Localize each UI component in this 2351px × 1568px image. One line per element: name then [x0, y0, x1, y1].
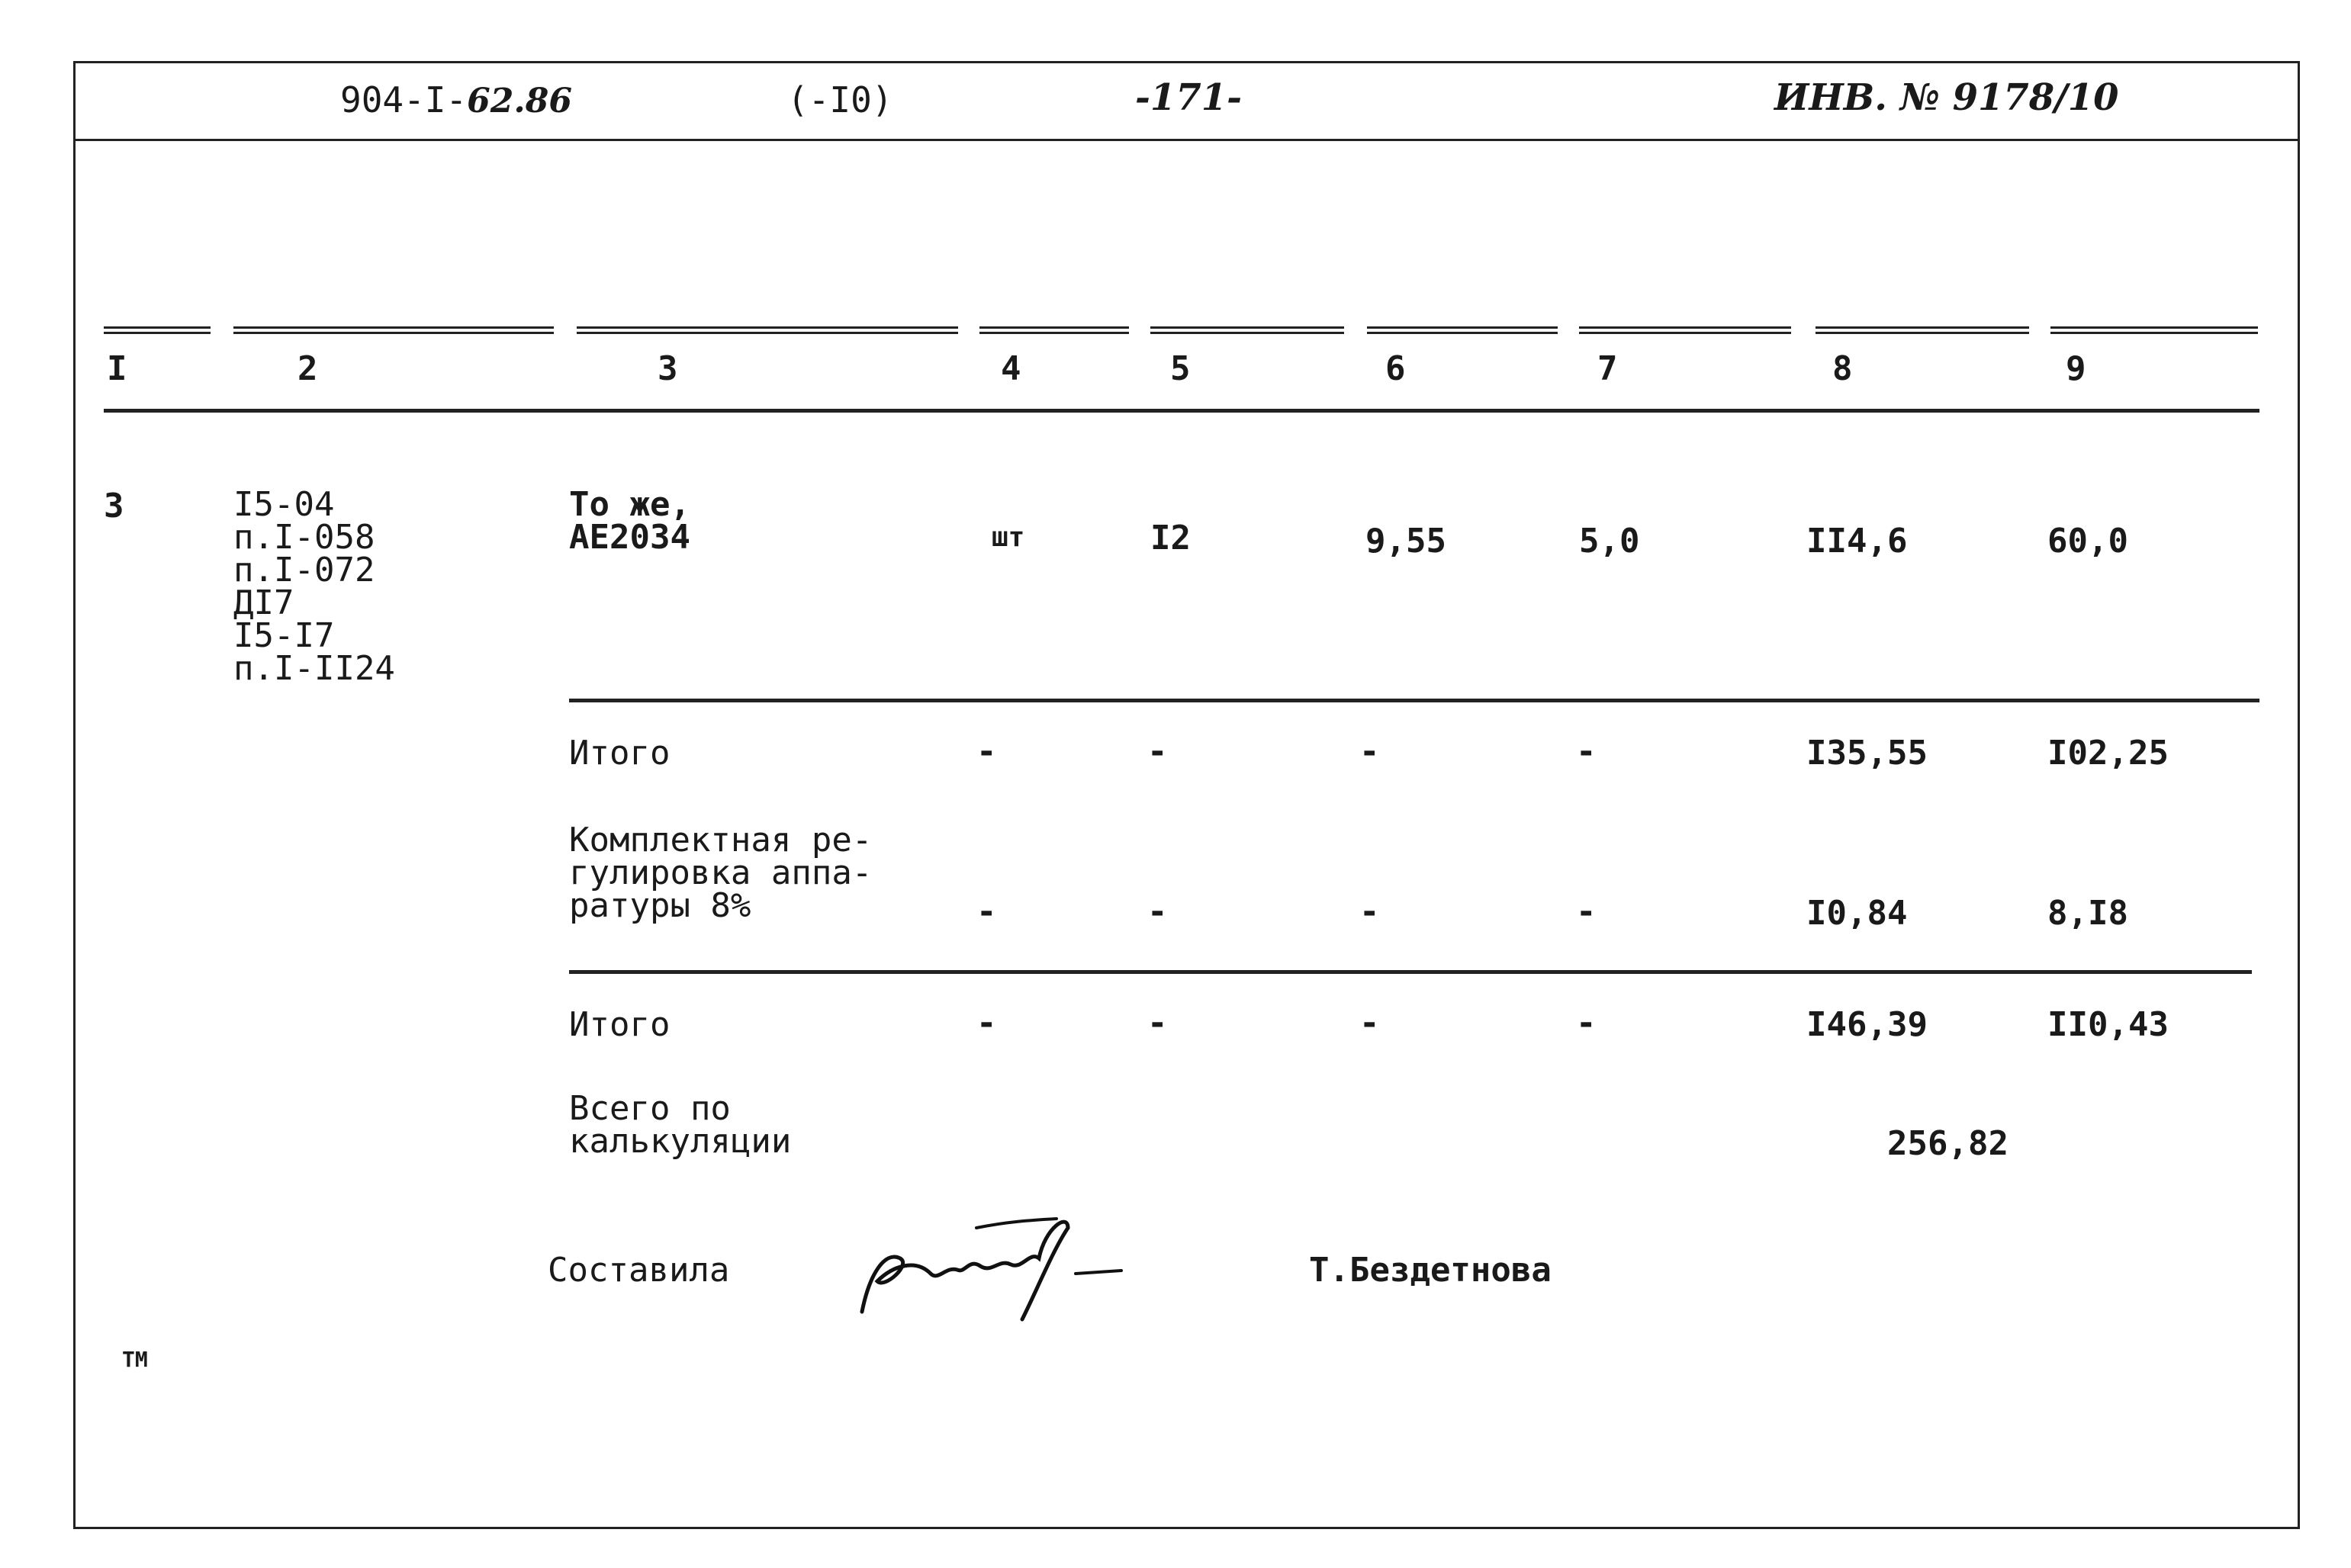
header-bottom-rule — [104, 409, 2259, 413]
col-number-6: 6 — [1385, 349, 1406, 388]
total2-label: Итого — [569, 1005, 671, 1044]
total1-label: Итого — [569, 734, 671, 773]
total1-dash-4: - — [976, 732, 997, 771]
row-ref: ДI7 — [233, 583, 294, 622]
total1-dash-6: - — [1359, 732, 1380, 771]
document-code — [340, 79, 572, 120]
total2-col8: I46,39 — [1806, 1005, 1928, 1044]
adjustment-line: ратуры 8% — [569, 886, 751, 925]
total2-dash-4: - — [976, 1004, 997, 1043]
row-col8: II4,6 — [1806, 522, 1908, 561]
total1-col8: I35,55 — [1806, 734, 1928, 773]
signer-name: Т.Бездетнова — [1309, 1251, 1552, 1290]
col-number-5: 5 — [1170, 349, 1191, 388]
sheet-number: (-I0) — [787, 79, 893, 120]
document-code-printed: 904-I- — [340, 79, 468, 120]
grand-total-line: калькуляции — [569, 1122, 792, 1161]
total2-dash-5: - — [1147, 1004, 1168, 1043]
adjustment-dash-6: - — [1359, 892, 1380, 931]
total2-col9: II0,43 — [2047, 1005, 2169, 1044]
adjustment-dash-5: - — [1147, 892, 1168, 931]
row-name — [569, 485, 690, 557]
col-number-2: 2 — [297, 349, 318, 388]
col-rule-8 — [1816, 326, 2029, 334]
total1-dash-5: - — [1147, 732, 1168, 771]
col-rule-7 — [1579, 326, 1791, 334]
col-rule-2 — [233, 326, 554, 334]
grand-total-label — [569, 1089, 792, 1161]
col-number-1: I — [107, 349, 127, 388]
inventory-number: ИНВ. № 9178/10 — [1774, 76, 2119, 119]
col-rule-5 — [1150, 326, 1344, 334]
tm-mark: ТМ — [122, 1347, 148, 1372]
compiled-by-label: Составила — [548, 1251, 730, 1290]
row-ref: п.I-058 — [233, 518, 375, 557]
total1-col9: I02,25 — [2047, 734, 2169, 773]
col-number-8: 8 — [1832, 349, 1853, 388]
col-number-7: 7 — [1597, 349, 1618, 388]
signature-icon — [839, 1205, 1144, 1327]
total2-rule — [569, 970, 2252, 974]
total2-dash-6: - — [1359, 1004, 1380, 1043]
page-number: -171- — [1135, 76, 1243, 119]
adjustment-dash-7: - — [1576, 892, 1597, 931]
col-number-9: 9 — [2066, 349, 2086, 388]
row-number: 3 — [104, 487, 124, 525]
row-col6: 9,55 — [1365, 522, 1446, 561]
row-unit: шт — [992, 522, 1025, 553]
col-rule-6 — [1367, 326, 1558, 334]
adjustment-dash-4: - — [976, 892, 997, 931]
row-name-line: То же, — [569, 485, 690, 524]
col-rule-4 — [979, 326, 1129, 334]
frame-left-border — [73, 61, 76, 1529]
document-code-handwritten: 62.86 — [467, 82, 572, 120]
grand-total-line: Всего по — [569, 1089, 731, 1128]
total1-dash-7: - — [1576, 732, 1597, 771]
row-quantity: I2 — [1150, 519, 1191, 557]
col-number-4: 4 — [1001, 349, 1021, 388]
adjustment-line: гулировка аппа- — [569, 853, 873, 892]
row-ref: п.I-II24 — [233, 649, 395, 688]
row-ref: I5-04 — [233, 485, 335, 524]
grand-total-value: 256,82 — [1887, 1124, 2008, 1163]
row-ref: I5-I7 — [233, 616, 335, 655]
row-col9: 60,0 — [2047, 522, 2128, 561]
col-rule-9 — [2050, 326, 2258, 334]
row-col7: 5,0 — [1579, 522, 1640, 561]
adjustment-label — [569, 821, 873, 925]
row-name-line: АЕ2034 — [569, 518, 690, 557]
adjustment-line: Комплектная ре- — [569, 821, 873, 860]
col-number-3: 3 — [658, 349, 678, 388]
col-rule-3 — [577, 326, 958, 334]
col-rule-1 — [104, 326, 211, 334]
frame-bottom-border — [73, 1527, 2299, 1529]
adjustment-col9: 8,I8 — [2047, 894, 2128, 933]
row-references — [233, 485, 395, 688]
frame-top-border — [73, 61, 2299, 63]
total2-dash-7: - — [1576, 1004, 1597, 1043]
row-ref: п.I-072 — [233, 551, 375, 590]
frame-right-border — [2298, 61, 2300, 1529]
adjustment-col8: I0,84 — [1806, 894, 1908, 933]
total1-rule — [569, 699, 2259, 702]
header-rule — [73, 139, 2299, 141]
